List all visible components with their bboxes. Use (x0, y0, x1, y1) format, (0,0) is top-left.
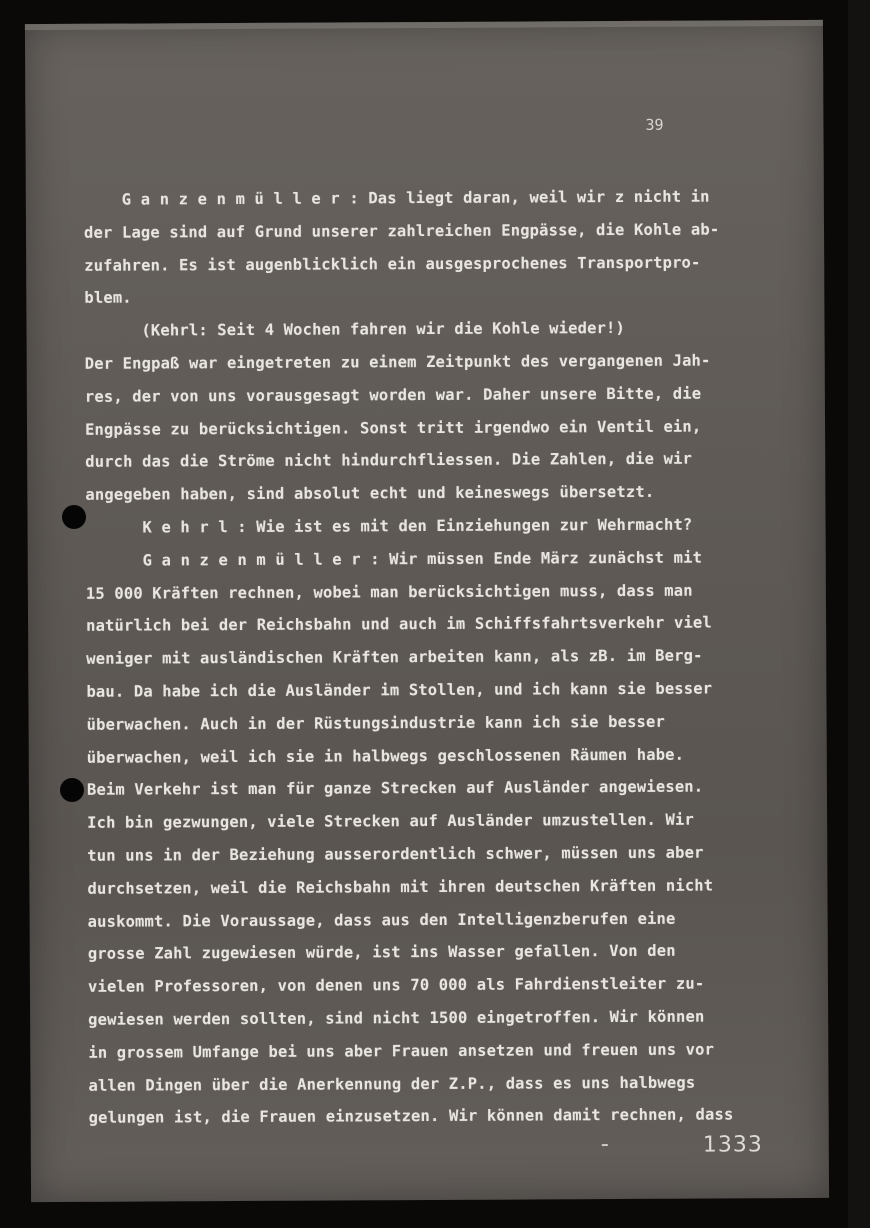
text-line: (Kehrl: Seit 4 Wochen fahren wir die Kohle wieder!) (84, 319, 626, 340)
text-line: Ich bin gezwungen, viele Strecken auf Ausländer umzustellen. Wir (87, 810, 694, 832)
text-line: gewiesen werden sollten, sind nicht 1500 eingetroffen. Wir können (88, 1007, 705, 1029)
text-line: zufahren. Es ist augenblicklich ein ausgesprochenes Transportpro- (84, 253, 701, 275)
scan-backdrop-edge (848, 0, 870, 1228)
document-page (25, 20, 829, 1202)
text-line: natürlich bei der Reichsbahn und auch im Schiffsfahrtsverkehr viel (86, 613, 712, 636)
punch-hole-lower (60, 778, 84, 802)
pen-mark (602, 1144, 608, 1146)
text-line: K e h r l : Wie ist es mit den Einziehungen zur Wehrmacht? (85, 515, 693, 537)
text-line: G a n z e n m ü l l e r : Wir müssen Ende März zunächst mit (85, 548, 703, 570)
text-line: überwachen, weil ich sie in halbwegs geschlossenen Räumen habe. (86, 745, 685, 767)
page-number: 39 (645, 115, 664, 134)
text-line: vielen Professoren, von denen uns 70 000 als Fahrdienstleiter zu- (87, 974, 705, 996)
text-line: durchsetzen, weil die Reichsbahn mit ihren deutschen Kräften nicht (87, 876, 714, 898)
text-line: gelungen ist, die Frauen einzusetzen. Wir können damit rechnen, dass (88, 1105, 734, 1128)
typewritten-text (84, 180, 789, 1135)
punch-hole-upper (62, 505, 86, 529)
archive-stamp-number: 1333 (702, 1132, 763, 1158)
text-line: G a n z e n m ü l l e r : Das liegt daran, weil wir z nicht in (83, 187, 710, 209)
text-line: res, der von uns vorausgesagt worden war. Daher unsere Bitte, die (84, 384, 702, 406)
text-line: in grossem Umfange bei uns aber Frauen ansetzen und freuen uns vor (88, 1040, 715, 1062)
text-line: Der Engpaß war eingetreten zu einem Zeitpunkt des vergangenen Jah- (84, 351, 711, 373)
text-line: überwachen. Auch in der Rüstungsindustrie kann ich sie besser (86, 712, 666, 734)
text-line: tun uns in der Beziehung ausserordentlich schwer, müssen uns aber (87, 843, 704, 865)
text-line: 15 000 Kräften rechnen, wobei man berücksichtigen muss, dass man (85, 581, 693, 603)
text-line: blem. (84, 288, 132, 308)
text-line: allen Dingen über die Anerkennung der Z.P., dass es uns halbwegs (88, 1073, 696, 1095)
text-line: grosse Zahl zugewiesen würde, ist ins Wasser gefallen. Von den (87, 942, 676, 964)
text-line: der Lage sind auf Grund unserer zahlreichen Engpässe, die Kohle ab- (83, 220, 720, 242)
text-line: angegeben haben, sind absolut echt und keineswegs übersetzt. (85, 482, 655, 504)
text-line: Engpässe zu berücksichtigen. Sonst tritt irgendwo ein Ventil ein, (84, 417, 702, 439)
text-line: weniger mit ausländischen Kräften arbeiten kann, als zB. im Berg- (86, 646, 703, 668)
text-line: auskommt. Die Voraussage, dass aus den Intelligenzberufen eine (87, 909, 676, 931)
text-line: Beim Verkehr ist man für ganze Strecken auf Ausländer angewiesen. (86, 777, 704, 800)
text-line: durch das die Ströme nicht hindurchfliessen. Die Zahlen, die wir (85, 449, 693, 472)
text-line: bau. Da habe ich die Ausländer im Stollen, und ich kann sie besser (86, 679, 713, 701)
